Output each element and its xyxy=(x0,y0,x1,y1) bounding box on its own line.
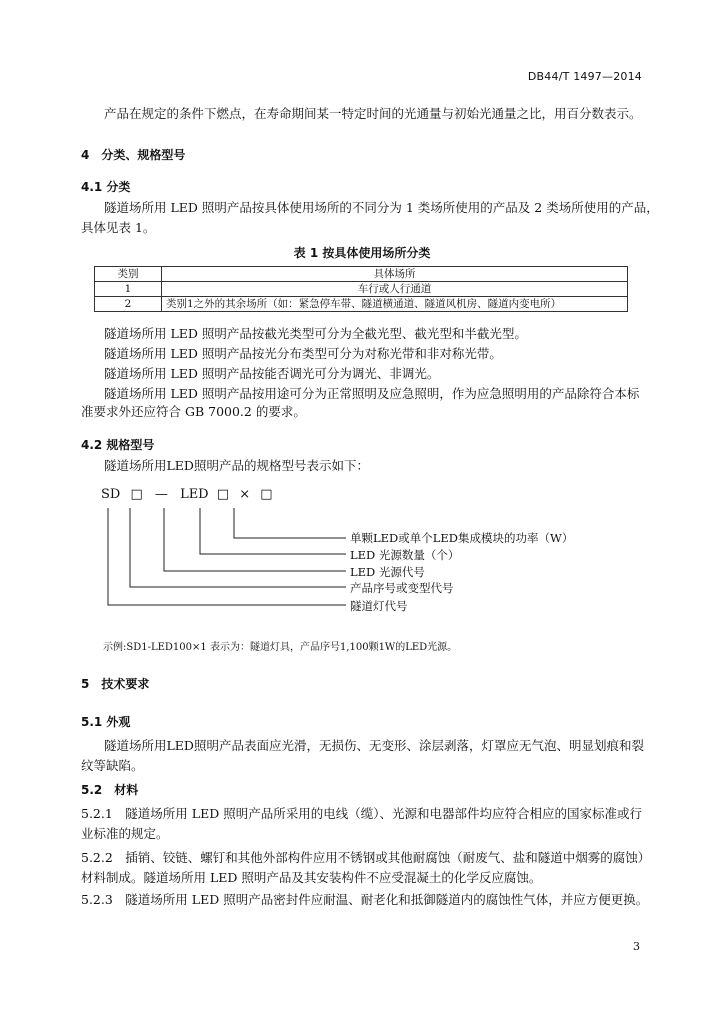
section-5-2-1-line2: 业标准的规定。 xyxy=(81,826,169,841)
section-5-1-heading: 5.1 外观 xyxy=(81,715,131,729)
diagram-label-power: 单颗LED或单个LED集成模块的功率（W） xyxy=(350,531,574,545)
section-5-1-paragraph-line1: 隧道场所用LED照明产品表面应光滑，无损伤、无变形、涂层剥落，灯罩应无气泡、明显划痕和裂 xyxy=(104,738,644,753)
code-part-sd: SD xyxy=(101,487,121,502)
section-5-2-2-line2: 材料制成。隧道场所用 LED 照明产品及其安装构件不应受混凝土的化学反应腐蚀。 xyxy=(81,870,542,885)
connector-line-tunnel-code xyxy=(108,508,346,605)
code-part-led: LED xyxy=(180,487,209,502)
model-code-connector-lines xyxy=(96,494,356,614)
classification-table xyxy=(94,266,628,312)
table-header-cell: 具体场所 xyxy=(162,267,628,282)
section-4-heading: 4 分类、规格型号 xyxy=(81,148,186,162)
section-5-2-2-line1: 5.2.2 插销、铰链、螺钉和其他外部构件应用不锈钢或其他耐腐蚀（耐废气、盐和隧道中烟雾的腐蚀） xyxy=(81,850,651,865)
model-code-example: 示例:SD1-LED100×1 表示为：隧道灯具，产品序号1,100颗1W的LED光源。 xyxy=(103,642,458,653)
intro-paragraph: 产品在规定的条件下燃点，在寿命期间某一特定时间的光通量与初始光通量之比，用百分数表示。 xyxy=(104,106,642,121)
code-part-times: × xyxy=(239,487,251,502)
table-row xyxy=(95,282,628,297)
table-cell: 类别1之外的其余场所（如：紧急停车带、隧道横通道、隧道风机房、隧道内变电所） xyxy=(162,297,628,312)
section-5-2-1-line1: 5.2.1 隧道场所用 LED 照明产品所采用的电线（缆）、光源和电器部件均应符合相应的国家标准或行 xyxy=(81,806,642,821)
code-part-box: □ xyxy=(260,487,273,502)
code-part-box: □ xyxy=(216,487,230,502)
diagram-label-tunnel-code: 隧道灯代号 xyxy=(350,599,408,613)
table-header-row xyxy=(95,267,628,282)
connector-line-power xyxy=(234,508,346,538)
code-part-box: □ xyxy=(130,487,143,502)
connector-line-source-code xyxy=(164,508,346,571)
table-1-caption: 表 1 按具体使用场所分类 xyxy=(293,246,431,260)
section-5-2-3-line1: 5.2.3 隧道场所用 LED 照明产品密封件应耐温、耐老化和抵御隧道内的腐蚀性气体，并应方便更换。 xyxy=(81,892,649,907)
section-5-heading: 5 技术要求 xyxy=(81,677,150,691)
section-4-1-paragraph-line2: 具体见表 1。 xyxy=(81,220,156,235)
section-5-2-heading: 5.2 材料 xyxy=(81,783,139,797)
classification-paragraph-cont: 准要求外还应符合 GB 7000.2 的要求。 xyxy=(81,404,306,419)
section-4-1-paragraph-line1: 隧道场所用 LED 照明产品按具体使用场所的不同分为 1 类场所使用的产品及 2 类场所使用的产品， xyxy=(104,200,659,215)
table-row xyxy=(95,297,628,312)
diagram-label-product-no: 产品序号或变型代号 xyxy=(350,581,454,595)
section-4-2-heading: 4.2 规格型号 xyxy=(81,438,155,452)
diagram-label-source-code: LED 光源代号 xyxy=(350,565,425,579)
classification-paragraph: 隧道场所用 LED 照明产品按能否调光可分为调光、非调光。 xyxy=(104,366,440,381)
document-code: DB44/T 1497—2014 xyxy=(527,70,642,83)
section-4-2-intro: 隧道场所用LED照明产品的规格型号表示如下： xyxy=(104,458,369,473)
table-header-cell: 类别 xyxy=(95,267,162,282)
classification-paragraph: 隧道场所用 LED 照明产品按光分布类型可分为对称光带和非对称光带。 xyxy=(104,346,502,361)
section-5-1-paragraph-line2: 纹等缺陷。 xyxy=(81,758,144,773)
table-cell: 2 xyxy=(95,297,162,312)
code-part-dash: — xyxy=(154,487,168,502)
classification-paragraph: 隧道场所用 LED 照明产品按用途可分为正常照明及应急照明，作为应急照明用的产品除符合本标 xyxy=(104,386,640,401)
page-number: 3 xyxy=(633,940,640,953)
classification-paragraph: 隧道场所用 LED 照明产品按截光类型可分为全截光型、截光型和半截光型。 xyxy=(104,326,527,341)
table-cell: 车行或人行通道 xyxy=(162,282,628,297)
table-cell: 1 xyxy=(95,282,162,297)
connector-line-quantity xyxy=(200,508,346,554)
section-4-1-heading: 4.1 分类 xyxy=(81,180,131,194)
connector-line-product-no xyxy=(130,508,346,587)
diagram-label-quantity: LED 光源数量（个） xyxy=(350,548,460,562)
